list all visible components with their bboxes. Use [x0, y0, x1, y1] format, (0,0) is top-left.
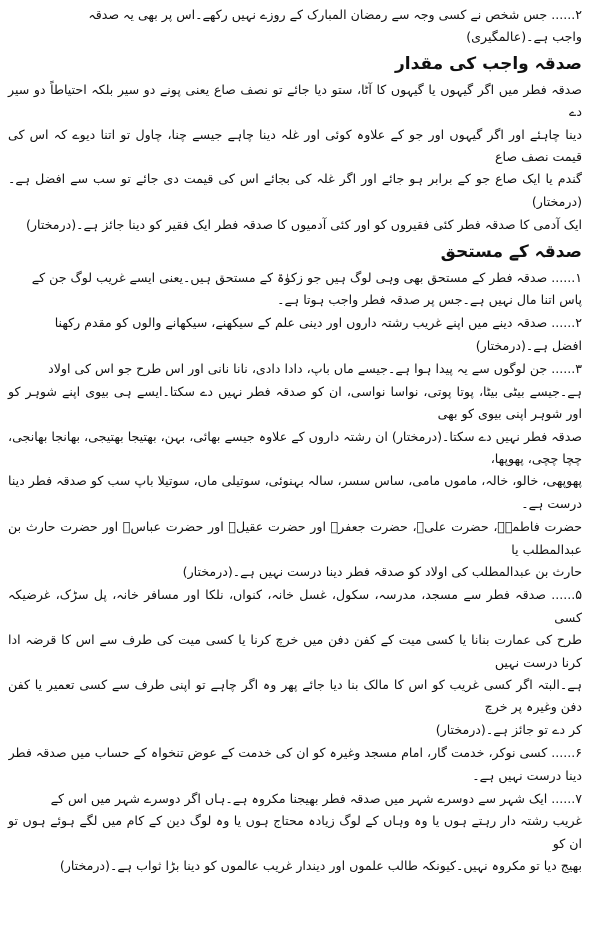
text-line: حارث بن عبدالمطلب کی اولاد کو صدقہ فطر دینا درست نہیں ہے۔(درمختار): [182, 563, 582, 579]
recipients-rule-3: [8, 358, 582, 515]
recipients-rule-6: [8, 742, 582, 787]
text-line: ایک آدمی کا صدقہ فطر کئی فقیروں کو اور کئی آدمیوں کا صدقہ فطر ایک فقیر کو دینا جائز ہے۔(درمختار): [26, 217, 582, 233]
recipients-rule-5: [8, 584, 582, 741]
text-line: پھوپھی، خالو، خالہ، ماموں مامی، ساس سسر، سالہ بہنوئی، سوتیلی ماں، سوتیلا باپ سب کو صدقہ فطر دینا درست ہے۔: [8, 473, 582, 511]
text-line: گندم یا ایک صاع جو کے برابر ہو جائے اور اگر غلہ کی بجائے اس کی قیمت دی جائے تو سب سے افضل ہے۔(درمختار): [8, 171, 582, 209]
quantity-paragraph-2: [8, 214, 582, 236]
text-line: ۷...... ایک شہر سے دوسرے شہر میں صدقہ فطر بھیجنا مکروہ ہے۔ہاں اگر دوسرے شہر میں اس کے: [50, 791, 582, 806]
recipients-rule-7: [8, 788, 582, 878]
text-line: ۱...... صدقہ فطر کے مستحق بھی وہی لوگ ہیں جو زکوٰۃ کے مستحق ہیں۔یعنی ایسے غریب لوگ جن کے: [31, 269, 582, 285]
intro-paragraph: [8, 4, 582, 49]
recipients-rule-1: [8, 267, 582, 312]
text-line: واجب ہے۔(عالمگیری): [466, 29, 582, 45]
text-line: ۵...... صدقہ فطر سے مسجد، مدرسہ، سکول، غسل خانہ، کنواں، نلکا اور مسافر خانہ، پل سڑک، غرضیکہ کسی: [8, 587, 582, 625]
text-line: حضرت فاطمہؓ، حضرت علیؓ، حضرت جعفرؓ اور حضرت عقیلؓ اور حضرت عباسؓ اور حضرت حارث بن عبدالمطلب یا: [8, 519, 582, 557]
text-line: ہے۔البتہ اگر کسی غریب کو اس کا مالک بنا دیا جائے پھر وہ اگر چاہے تو اپنی طرف سے کسی تعمیر یا کفن دفن وغیرہ پر خرچ: [8, 676, 582, 715]
text-line: ۲...... جس شخص نے کسی وجہ سے رمضان المبارک کے روزے نہیں رکھے۔اس پر بھی یہ صدقہ: [88, 7, 582, 22]
text-line: غریب رشتہ دار رہتے ہوں یا وہ وہاں کے لوگ زیادہ محتاج ہوں یا وہ لوگ دین کے کام میں لگے ہوئے ہوں تو ان کو: [8, 813, 582, 851]
text-line: پاس اتنا مال نہیں ہے۔جس پر صدقہ فطر واجب ہوتا ہے۔: [277, 292, 582, 308]
text-line: بھیج دیا تو مکروہ نہیں۔کیونکہ طالب علموں اور دیندار غریب عالموں کو دینا بڑا ثواب ہے۔(درمختار): [59, 858, 582, 874]
text-line: طرح کی عمارت بنانا یا کسی میت کے کفن دفن میں خرچ کرنا یا کسی میت کی طرف سے اس کا قرضہ ادا کرنا درست نہیں: [8, 632, 582, 670]
recipients-rule-2: [8, 312, 582, 357]
text-line: ۲...... صدقہ دینے میں اپنے غریب رشتہ داروں اور دینی علم کے سیکھنے، سیکھانے والوں کو مقدم رکھنا: [54, 315, 582, 331]
text-line: دینا چاہئے اور اگر گیہوں اور جو کے علاوہ کوئی اور غلہ دینا چاہے جیسے چنا، چاول تو اتنا دیوے کہ اس کی قیمت نصف صاع: [8, 126, 582, 165]
text-line: ۶...... کسی نوکر، خدمت گار، امام مسجد وغیرہ کو ان کی خدمت کے عوض تنخواہ کے حساب میں صدقہ فطر: [8, 745, 582, 761]
text-line: ۳...... جن لوگوں سے یہ پیدا ہوا ہے۔جیسے ماں باپ، دادا دادی، نانا نانی اور اس طرح جو اس کی اولاد: [48, 361, 582, 377]
text-line: افضل ہے۔(درمختار): [475, 337, 582, 353]
recipients-rule-4: [8, 516, 582, 583]
text-line: دینا درست نہیں ہے۔: [472, 767, 582, 783]
section-heading-recipients: صدقہ کے مستحق: [440, 241, 582, 262]
text-line: صدقہ فطر نہیں دے سکتا۔(درمختار) ان رشتہ داروں کے علاوہ جیسے بھائی، بہن، بھتیجا بھتیجی، بھانجا بھانجی، چچا چچی، پھوپھا،: [8, 428, 582, 466]
section-heading-quantity: صدقہ واجب کی مقدار: [394, 53, 582, 74]
text-line: صدقہ فطر میں اگر گیہوں یا گیہوں کا آٹا، ستو دیا جائے تو نصف صاع یعنی پونے دو سیر بلکہ احتیاطاً دو سیر دے: [8, 81, 582, 120]
text-line: کر دے تو جائز ہے۔(درمختار): [435, 721, 582, 737]
text-line: ہے۔جیسے بیٹی بیٹا، پوتا پوتی، نواسا نواسی، ان کو صدقہ فطر نہیں دے سکتا۔ایسے ہی بیوی اپنے شوہر کو اور شوہر اپنی بیوی کو بھی: [8, 383, 582, 422]
quantity-paragraph-1: [8, 79, 582, 213]
